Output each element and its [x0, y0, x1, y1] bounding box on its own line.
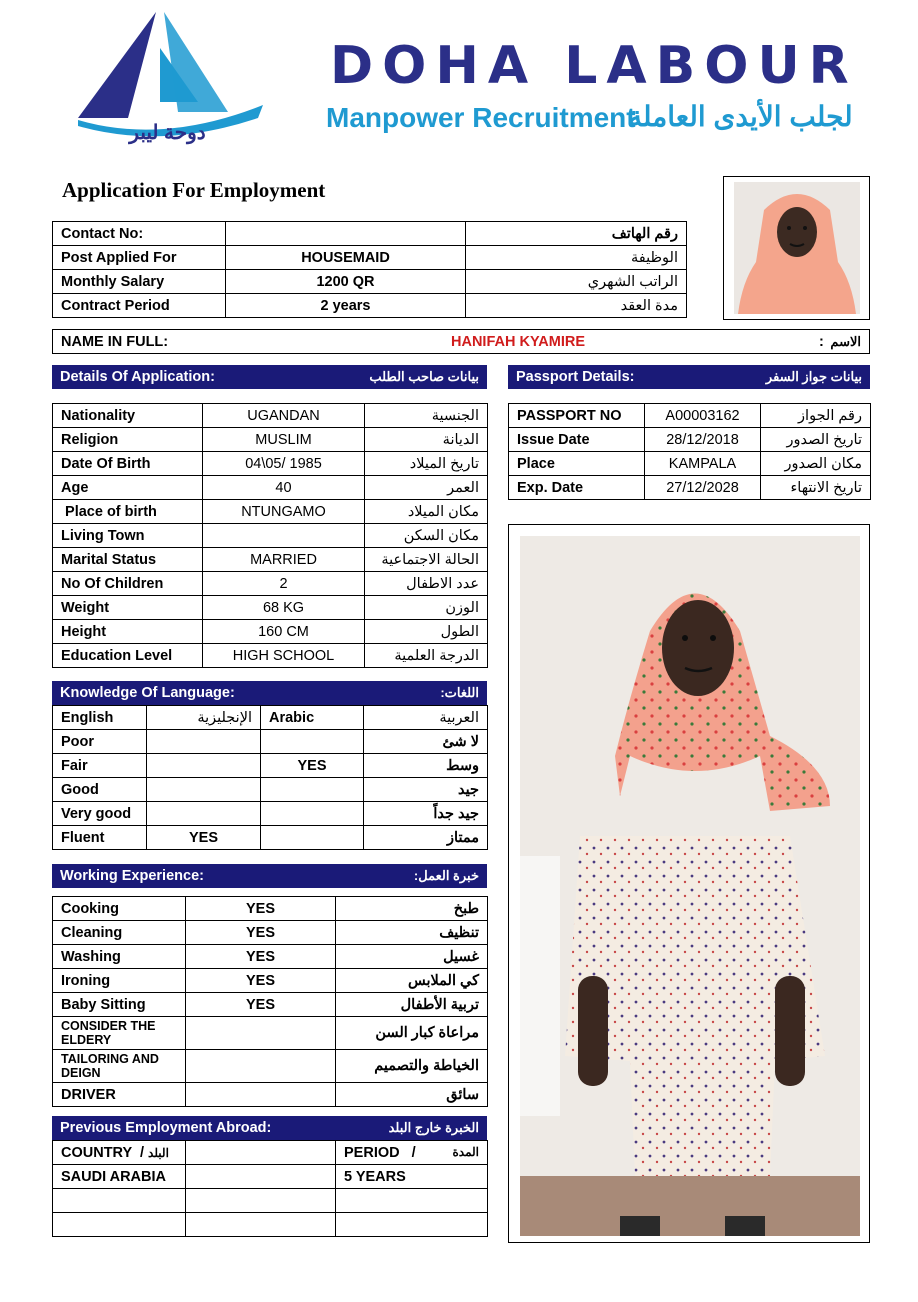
passport-label: Issue Date — [509, 428, 645, 452]
abroad-country — [53, 1189, 186, 1213]
detail-value: 68 KG — [203, 596, 365, 620]
passport-value: A00003162 — [645, 404, 761, 428]
abroad-period — [336, 1213, 488, 1237]
exp-value — [186, 1050, 336, 1083]
name-value: HANIFAH KYAMIRE — [451, 334, 586, 350]
abroad-country — [53, 1213, 186, 1237]
exp-label-ar: غسيل — [336, 945, 488, 969]
detail-label: No Of Children — [53, 572, 203, 596]
detail-label-ar: مكان الميلاد — [365, 500, 488, 524]
abroad-country: SAUDI ARABIA — [53, 1165, 186, 1189]
lang-arabic-value — [261, 802, 364, 826]
lang-level-ar: ممتاز — [364, 826, 488, 850]
exp-value: YES — [186, 897, 336, 921]
name-row — [52, 329, 870, 354]
passport-value: KAMPALA — [645, 452, 761, 476]
passport-label-ar: رقم الجواز — [761, 404, 871, 428]
table-row — [53, 754, 488, 778]
lang-arabic-value: YES — [261, 754, 364, 778]
label-salary-ar: الراتب الشهري — [466, 270, 687, 294]
exp-label-ar: تربية الأطفال — [336, 993, 488, 1017]
exp-value: YES — [186, 921, 336, 945]
top-info-table — [52, 221, 687, 318]
detail-value: 04\05/ 1985 — [203, 452, 365, 476]
table-row — [509, 476, 871, 500]
name-colon: : — [819, 334, 824, 350]
label-post: Post Applied For — [53, 246, 226, 270]
abroad-period — [336, 1189, 488, 1213]
lang-level-ar: وسط — [364, 754, 488, 778]
abroad-empty-cell — [186, 1213, 336, 1237]
detail-label: Marital Status — [53, 548, 203, 572]
experience-table — [52, 896, 488, 1107]
exp-label-ar: سائق — [336, 1083, 488, 1107]
experience-title: Working Experience: — [60, 868, 204, 884]
detail-label-ar: تاريخ الميلاد — [365, 452, 488, 476]
detail-label-ar: العمر — [365, 476, 488, 500]
passport-value: 28/12/2018 — [645, 428, 761, 452]
passport-label: PASSPORT NO — [509, 404, 645, 428]
lang-english-value — [147, 778, 261, 802]
lang-level: Very good — [53, 802, 147, 826]
table-row — [53, 270, 687, 294]
table-row — [509, 428, 871, 452]
exp-label: Cooking — [53, 897, 186, 921]
lang-level-ar: جيد — [364, 778, 488, 802]
abroad-country-header — [53, 1141, 186, 1165]
lang-level: Fluent — [53, 826, 147, 850]
language-table — [52, 705, 488, 850]
abroad-empty-cell — [186, 1141, 336, 1165]
language-title: Knowledge Of Language: — [60, 685, 235, 701]
tagline-english: Manpower Recruitment — [326, 102, 636, 133]
passport-label: Exp. Date — [509, 476, 645, 500]
exp-label-ar: كي الملابس — [336, 969, 488, 993]
exp-label-ar: مراعاة كبار السن — [336, 1017, 488, 1050]
table-row — [53, 826, 488, 850]
table-row — [53, 945, 488, 969]
table-row — [53, 1165, 488, 1189]
detail-label: Place of birth — [53, 500, 203, 524]
lang-arabic-header: Arabic — [261, 706, 364, 730]
passport-label-ar: مكان الصدور — [761, 452, 871, 476]
company-logo — [68, 10, 268, 150]
table-row — [53, 500, 488, 524]
detail-label: Education Level — [53, 644, 203, 668]
detail-label-ar: عدد الاطفال — [365, 572, 488, 596]
table-row — [53, 1050, 488, 1083]
lang-english-header: English — [53, 706, 147, 730]
detail-label-ar: الحالة الاجتماعية — [365, 548, 488, 572]
brand-name: DOHA LABOUR — [330, 36, 858, 96]
detail-value: MUSLIM — [203, 428, 365, 452]
detail-label: Nationality — [53, 404, 203, 428]
exp-value — [186, 1017, 336, 1050]
form-title: Application For Employment — [62, 178, 326, 202]
exp-value: YES — [186, 969, 336, 993]
table-row — [53, 644, 488, 668]
table-row — [53, 524, 488, 548]
abroad-table — [52, 1140, 488, 1237]
table-row — [509, 404, 871, 428]
value-salary: 1200 QR — [226, 270, 466, 294]
exp-value — [186, 1083, 336, 1107]
table-row — [53, 802, 488, 826]
value-contact — [226, 222, 466, 246]
lang-arabic-value — [261, 730, 364, 754]
detail-label: Age — [53, 476, 203, 500]
experience-title-ar: خبرة العمل: — [413, 868, 479, 883]
exp-label-ar: تنظيف — [336, 921, 488, 945]
detail-label-ar: مكان السكن — [365, 524, 488, 548]
table-row — [53, 246, 687, 270]
tagline-arabic: لجلب الأيدى العاملة — [628, 101, 853, 132]
lang-english-header-ar: الإنجليزية — [147, 706, 261, 730]
lang-english-value — [147, 802, 261, 826]
abroad-country-label: COUNTRY / — [61, 1144, 144, 1161]
exp-label: Ironing — [53, 969, 186, 993]
full-body-photo — [520, 536, 860, 1236]
abroad-period-label-ar: المدة — [452, 1144, 479, 1159]
detail-label-ar: الدرجة العلمية — [365, 644, 488, 668]
value-post: HOUSEMAID — [226, 246, 466, 270]
abroad-header-bar — [52, 1116, 487, 1140]
exp-value: YES — [186, 993, 336, 1017]
detail-value: 160 CM — [203, 620, 365, 644]
logo-arabic-text: دوحة ليبر — [129, 122, 206, 144]
exp-label-ar: الخياطة والتصميم — [336, 1050, 488, 1083]
table-row — [53, 222, 687, 246]
exp-label: DRIVER — [53, 1083, 186, 1107]
table-row — [53, 730, 488, 754]
name-label: NAME IN FULL: — [61, 334, 169, 350]
table-row — [53, 428, 488, 452]
passport-photo — [734, 182, 860, 314]
table-row — [53, 1017, 488, 1050]
abroad-title-ar: الخبرة خارج البلد — [388, 1120, 479, 1135]
exp-label: Baby Sitting — [53, 993, 186, 1017]
passport-title: Passport Details: — [516, 369, 635, 385]
table-row — [53, 993, 488, 1017]
lang-arabic-header-ar: العربية — [364, 706, 488, 730]
table-row — [53, 897, 488, 921]
passport-label-ar: تاريخ الصدور — [761, 428, 871, 452]
value-contract: 2 years — [226, 294, 466, 318]
table-row — [53, 476, 488, 500]
abroad-empty-cell — [186, 1189, 336, 1213]
abroad-period-header — [336, 1141, 488, 1165]
exp-label: TAILORING AND DEIGN — [53, 1050, 186, 1083]
abroad-empty-cell — [186, 1165, 336, 1189]
table-row — [53, 452, 488, 476]
table-row — [53, 778, 488, 802]
lang-level: Good — [53, 778, 147, 802]
label-contact-ar: رقم الهاتف — [466, 222, 687, 246]
table-row — [53, 706, 488, 730]
details-title-ar: بيانات صاحب الطلب — [369, 369, 479, 384]
lang-level: Poor — [53, 730, 147, 754]
table-row — [53, 572, 488, 596]
experience-header-bar — [52, 864, 487, 888]
table-row — [53, 1189, 488, 1213]
detail-value: HIGH SCHOOL — [203, 644, 365, 668]
table-row — [53, 969, 488, 993]
label-contract-ar: مدة العقد — [466, 294, 687, 318]
detail-value: UGANDAN — [203, 404, 365, 428]
exp-label: Washing — [53, 945, 186, 969]
abroad-country-label-ar: البلد — [148, 1145, 169, 1160]
abroad-period-label: PERIOD / — [344, 1144, 416, 1161]
table-row — [53, 1213, 488, 1237]
label-contact: Contact No: — [53, 222, 226, 246]
detail-value — [203, 524, 365, 548]
lang-level-ar: لا شئ — [364, 730, 488, 754]
detail-value: 2 — [203, 572, 365, 596]
details-table — [52, 403, 488, 668]
table-row — [53, 404, 488, 428]
detail-label: Height — [53, 620, 203, 644]
exp-label: Cleaning — [53, 921, 186, 945]
detail-label-ar: الوزن — [365, 596, 488, 620]
detail-label-ar: الطول — [365, 620, 488, 644]
lang-level: Fair — [53, 754, 147, 778]
lang-english-value: YES — [147, 826, 261, 850]
detail-label: Date Of Birth — [53, 452, 203, 476]
table-row — [53, 294, 687, 318]
table-row — [53, 1083, 488, 1107]
label-salary: Monthly Salary — [53, 270, 226, 294]
detail-label-ar: الديانة — [365, 428, 488, 452]
detail-value: MARRIED — [203, 548, 365, 572]
passport-table — [508, 403, 871, 500]
lang-english-value — [147, 754, 261, 778]
lang-arabic-value — [261, 778, 364, 802]
detail-value: 40 — [203, 476, 365, 500]
details-header-bar — [52, 365, 487, 389]
details-title: Details Of Application: — [60, 369, 215, 385]
label-contract: Contract Period — [53, 294, 226, 318]
table-row — [53, 548, 488, 572]
name-label-ar: الاسم — [830, 334, 861, 349]
table-row — [53, 596, 488, 620]
exp-label-ar: طبخ — [336, 897, 488, 921]
detail-label: Weight — [53, 596, 203, 620]
detail-label: Living Town — [53, 524, 203, 548]
table-row — [53, 921, 488, 945]
detail-label: Religion — [53, 428, 203, 452]
lang-arabic-value — [261, 826, 364, 850]
exp-label: CONSIDER THE ELDERY — [53, 1017, 186, 1050]
abroad-period: 5 YEARS — [336, 1165, 488, 1189]
passport-header-bar — [508, 365, 870, 389]
table-row — [53, 620, 488, 644]
passport-value: 27/12/2028 — [645, 476, 761, 500]
abroad-title: Previous Employment Abroad: — [60, 1120, 272, 1136]
passport-title-ar: بيانات جواز السفر — [765, 369, 862, 384]
detail-value: NTUNGAMO — [203, 500, 365, 524]
detail-label-ar: الجنسية — [365, 404, 488, 428]
language-title-ar: اللغات: — [440, 685, 479, 700]
passport-label: Place — [509, 452, 645, 476]
exp-value: YES — [186, 945, 336, 969]
language-header-bar — [52, 681, 487, 705]
passport-label-ar: تاريخ الانتهاء — [761, 476, 871, 500]
lang-english-value — [147, 730, 261, 754]
table-row — [509, 452, 871, 476]
table-row — [53, 1141, 488, 1165]
lang-level-ar: جيد جداً — [364, 802, 488, 826]
label-post-ar: الوظيفة — [466, 246, 687, 270]
